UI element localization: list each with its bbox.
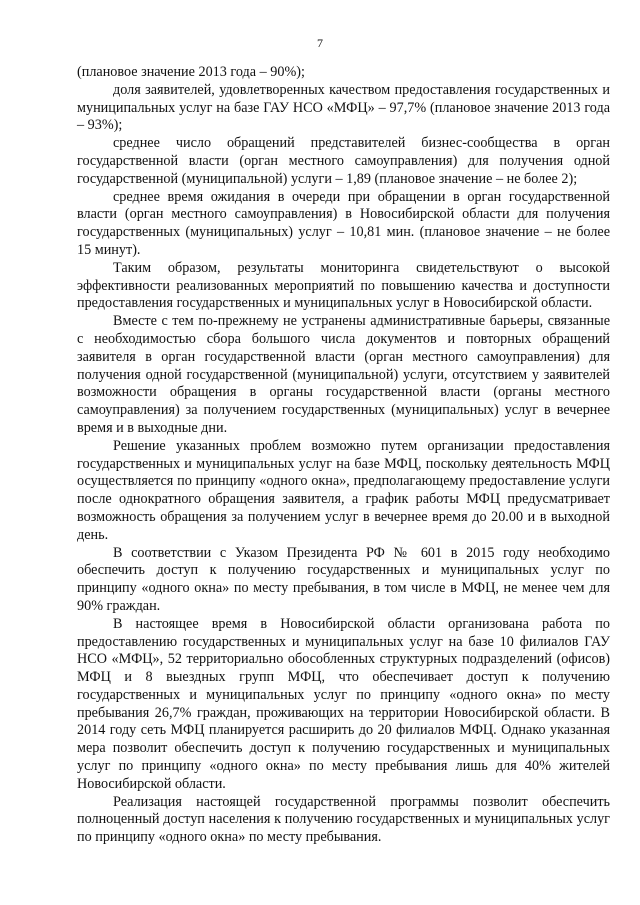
paragraph: доля заявителей, удовлетворенных качеством предоставления государственных и муниципальных услуг на базе ГАУ НСО «МФЦ» – 97,7% (плановое значение 2013 года – 93%); [77,81,610,134]
paragraph: среднее число обращений представителей бизнес-сообщества в орган государственной власти (орган местного самоуправления) для получения одной государственной (муниципальной) услуги – 1,89 (плановое значение – не более 2); [77,135,610,187]
document-body [77,64,610,847]
paragraph: В соответствии с Указом Президента РФ № 601 в 2015 году необходимо обеспечить доступ к получению государственных и муниципальных услуг по принципу «одного окна» по месту пребывания, в том числе в МФЦ, не менее чем для 90% граждан. [77,544,610,614]
paragraph: (плановое значение 2013 года – 90%); [77,64,305,80]
paragraph: В настоящее время в Новосибирской области организована работа по предоставлению государственных и муниципальных услуг на базе 10 филиалов ГАУ НСО «МФЦ», 52 территориально обособленных структурных подразделений (офисов) МФЦ и 8 выездных групп МФЦ, что обеспечивает доступ к получению государственных и муниципальных услуг по принципу «одного окна» по месту пребывания 26,7% граждан, проживающих на территории Новосибирской области. В 2014 году сеть МФЦ планируется расширить до 20 филиалов МФЦ. Однако указанная мера позволит обеспечить доступ к получению государственных и муниципальных услуг по принципу «одного окна» по месту пребывания лишь для 40% жителей Новосибирской области. [77,615,610,792]
paragraph: Вместе с тем по-прежнему не устранены административные барьеры, связанные с необходимостью сбора большого числа документов и повторных обращений заявителя в орган государственной власти (орган местного самоуправления) для получения одной государственной (муниципальной) услуги, отсутствием у заявителей возможности обращения в органы государственной власти (органы местного самоуправления) за получением государственных (муниципальных) услуг в вечернее время и в выходные дни. [77,313,610,436]
paragraph: Реализация настоящей государственной программы позволит обеспечить полноценный доступ населения к получению государственных и муниципальных услуг по принципу «одного окна» по месту пребывания. [77,793,610,846]
paragraph: среднее время ожидания в очереди при обращении в орган государственной власти (орган местного самоуправления) в Новосибирской области для получения государственных (муниципальных) услуг – 10,81 мин. (плановое значение – не более 15 минут). [77,188,610,258]
page-number: 7 [317,36,323,50]
paragraph: Таким образом, результаты мониторинга свидетельствуют о высокой эффективности реализованных мероприятий по повышению качества и доступности предоставления государственных и муниципальных услуг в Новосибирской области. [77,259,610,312]
paragraph: Решение указанных проблем возможно путем организации предоставления государственных и муниципальных услуг на базе МФЦ, поскольку деятельность МФЦ осуществляется по принципу «одного окна», предполагающему предоставление услуги после однократного обращения заявителя, а график работы МФЦ предусматривает возможность обращения за получением услуг в вечернее время до 20.00 и в выходной день. [77,437,610,543]
